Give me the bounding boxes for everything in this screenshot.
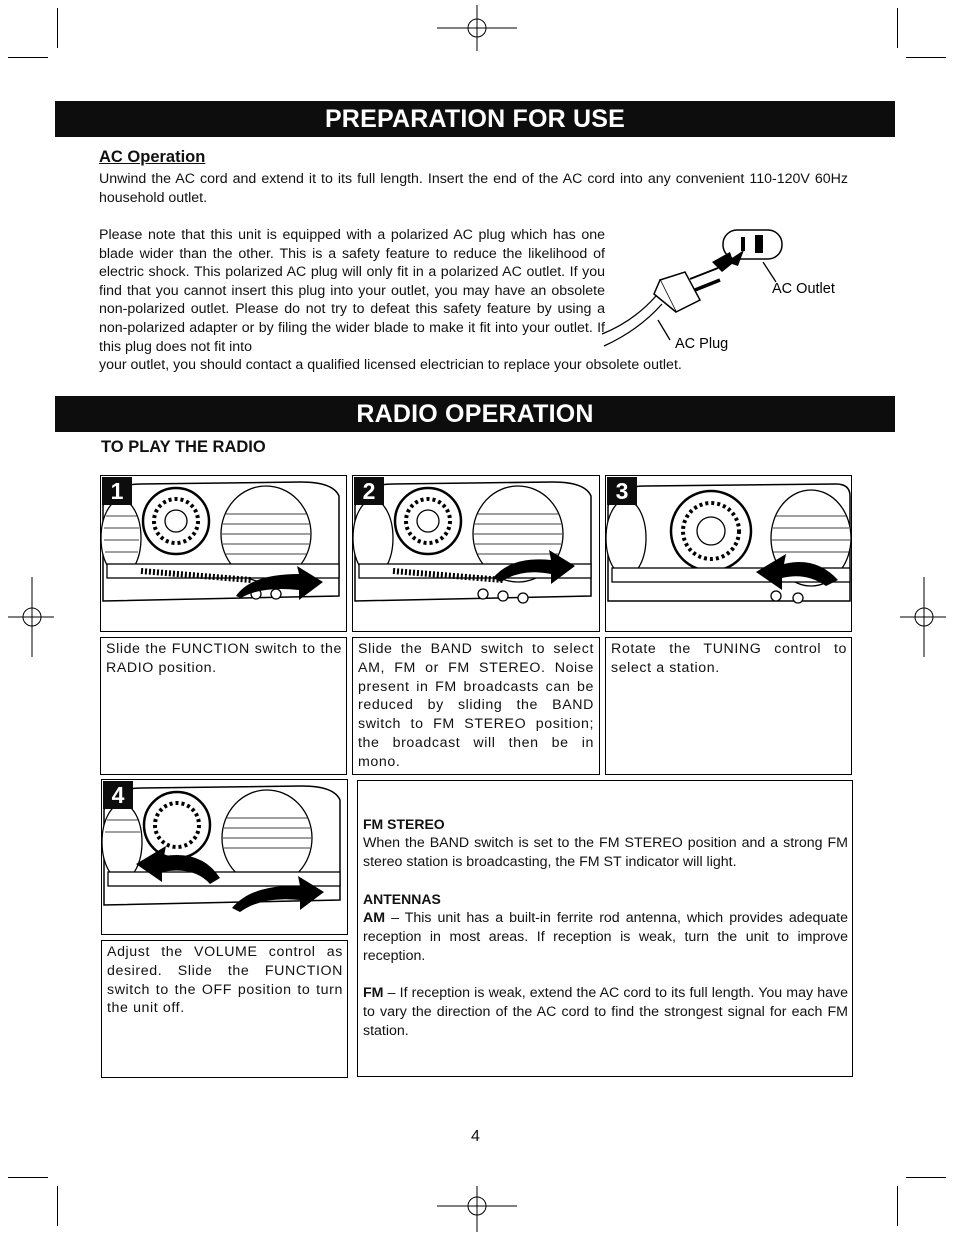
- step-1-description: [100, 637, 347, 775]
- am-antenna-text: [363, 909, 848, 965]
- am-label: AM: [363, 910, 386, 926]
- fm-stereo-text: When the BAND switch is set to the FM STEREO position and a strong FM stereo station is broadcasting, the FM ST indicator will light.: [363, 835, 848, 870]
- section-banner-preparation: [55, 101, 895, 137]
- radio-unit-illustration: [606, 476, 851, 631]
- radio-unit-illustration: [353, 476, 599, 631]
- step-4-image: [101, 779, 348, 935]
- step-2-number: 2: [354, 477, 384, 505]
- antennas-title: ANTENNAS: [363, 891, 441, 907]
- crop-mark: [57, 8, 58, 48]
- section-title: PREPARATION FOR USE: [324, 104, 626, 133]
- crop-mark: [57, 1186, 58, 1226]
- am-description: – This unit has a built-in ferrite rod antenna, which provides adequate reception in most areas. If reception is weak, turn the unit to improve reception.: [363, 910, 848, 964]
- step-1-image: [100, 475, 347, 632]
- step-4-number: 4: [103, 781, 133, 809]
- section-banner-radio: [55, 396, 895, 432]
- radio-unit-illustration: [102, 780, 347, 934]
- registration-mark-icon: [437, 1186, 517, 1232]
- step-3-text: Rotate the TUNING control to select a station.: [611, 641, 847, 676]
- step-3-description: [605, 637, 852, 775]
- crop-mark: [897, 8, 898, 48]
- step-2-text: Slide the BAND switch to select AM, FM or FM STEREO. Noise present in FM broadcasts can be reduced by sliding the BAND switch to FM STEREO position; the broadcast will then be in mono.: [358, 641, 594, 770]
- ac-plug-illustration: [600, 224, 850, 358]
- radio-subheading: TO PLAY THE RADIO: [101, 438, 266, 456]
- crop-mark: [8, 1177, 48, 1178]
- crop-mark: [906, 57, 946, 58]
- fm-antenna-text: [363, 984, 848, 1040]
- fm-label: FM: [363, 985, 384, 1001]
- step-2-image: [352, 475, 600, 632]
- registration-mark-icon: [900, 577, 946, 657]
- crop-mark: [906, 1177, 946, 1178]
- crop-mark: [8, 57, 48, 58]
- step-3-image: [605, 475, 852, 632]
- crop-mark: [897, 1186, 898, 1226]
- ac-plug-label: AC Plug: [675, 336, 729, 352]
- registration-mark-icon: [437, 5, 517, 51]
- step-2-description: [352, 637, 600, 775]
- step-3-number: 3: [607, 477, 637, 505]
- step-1-number: 1: [102, 477, 132, 505]
- ac-paragraph-2: Please note that this unit is equipped with a polarized AC plug which has one blade wider than the other. This is a safety feature to reduce the likelihood of electric shock. This polarized AC plug will only fit in a polarized AC outlet. If you find that you cannot insert this plug into your outlet, you may have an obsolete non-polarized outlet. Please do not try to defeat this safety feature by using a non-polarized adapter or by filing the wider blade to make it fit into your outlet. If this plug does not fit into: [99, 227, 605, 355]
- radio-unit-illustration: [101, 476, 346, 631]
- ac-outlet-label: AC Outlet: [772, 281, 835, 297]
- ac-paragraph-2-tail: your outlet, you should contact a qualified licensed electrician to replace your obsolete outlet.: [99, 357, 682, 373]
- fm-description: – If reception is weak, extend the AC cord to its full length. You may have to vary the direction of the AC cord to find the strongest signal for each FM station.: [363, 985, 848, 1039]
- step-1-text: Slide the FUNCTION switch to the RADIO position.: [106, 641, 342, 676]
- ac-operation-heading: AC Operation: [99, 148, 206, 166]
- info-box: [357, 780, 853, 1077]
- fm-stereo-title: FM STEREO: [363, 816, 445, 832]
- ac-paragraph-1: Unwind the AC cord and extend it to its full length. Insert the end of the AC cord into any convenient 110-120V 60Hz household outlet.: [99, 171, 848, 206]
- section-title: RADIO OPERATION: [356, 399, 594, 428]
- step-4-description: [101, 940, 348, 1078]
- step-4-text: Adjust the VOLUME control as desired. Slide the FUNCTION switch to the OFF position to turn the unit off.: [107, 944, 343, 1017]
- registration-mark-icon: [8, 577, 54, 657]
- page-number: 4: [471, 1128, 480, 1145]
